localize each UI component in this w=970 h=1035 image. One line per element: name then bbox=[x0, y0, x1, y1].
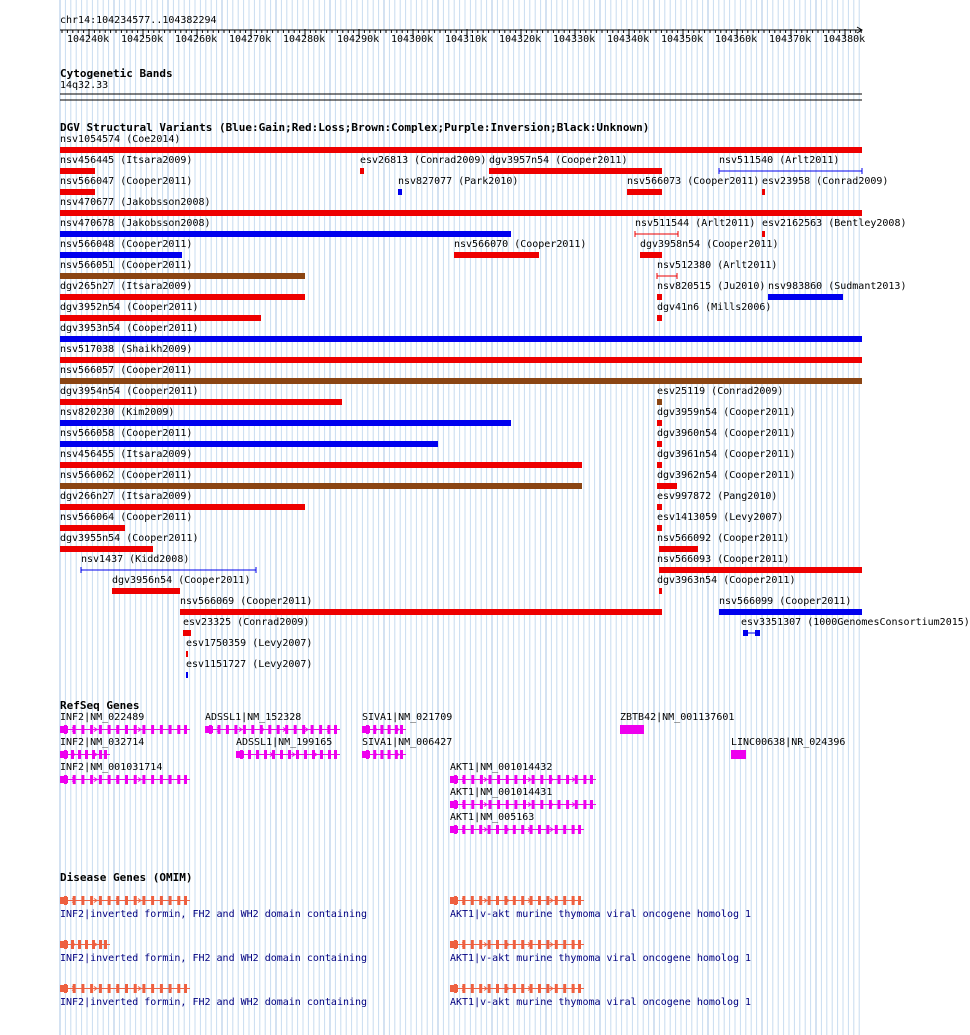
variant-label: nsv820230 (Kim2009) bbox=[60, 407, 175, 418]
variant-bar bbox=[60, 315, 261, 321]
gene-model bbox=[205, 725, 340, 734]
variant-bar bbox=[60, 399, 342, 405]
variant-label: nsv511540 (Arlt2011) bbox=[719, 155, 840, 166]
variant-label: nsv566057 (Cooper2011) bbox=[60, 365, 193, 376]
variant-bar bbox=[183, 630, 191, 636]
variant-label: dgv41n6 (Mills2006) bbox=[657, 302, 772, 313]
ruler-tick-label: 104280k bbox=[283, 34, 326, 45]
variant-label: nsv512380 (Arlt2011) bbox=[657, 260, 778, 271]
variant-bar bbox=[60, 273, 305, 279]
dgv-title: DGV Structural Variants (Blue:Gain;Red:Loss;Brown:Complex;Purple:Inversion;Black:Unknown) bbox=[60, 121, 650, 134]
cytoband-label: 14q32.33 bbox=[60, 80, 109, 91]
gene-model bbox=[60, 750, 110, 759]
variant-label: nsv566069 (Cooper2011) bbox=[180, 596, 313, 607]
variant-bar bbox=[657, 315, 662, 321]
variant-bar bbox=[640, 252, 662, 258]
variant-bar bbox=[719, 609, 862, 615]
ruler-tick-label: 104260k bbox=[175, 34, 218, 45]
gene-model bbox=[450, 775, 596, 784]
variant-bar bbox=[659, 588, 662, 594]
ruler-tick-label: 104240k bbox=[67, 34, 110, 45]
disease-gene-label: AKT1|v-akt murine thymoma viral oncogene homolog 1 bbox=[450, 997, 752, 1008]
ruler-tick-label: 104360k bbox=[715, 34, 758, 45]
variant-label: nsv470678 (Jakobsson2008) bbox=[60, 218, 211, 229]
ruler-tick-label: 104330k bbox=[553, 34, 596, 45]
variant-bar bbox=[60, 210, 862, 216]
variant-bar bbox=[60, 357, 862, 363]
variant-label: nsv566064 (Cooper2011) bbox=[60, 512, 193, 523]
location-label: chr14:104234577..104382294 bbox=[60, 15, 217, 26]
variant-label: esv3351307 (1000GenomesConsortium2015) bbox=[741, 617, 970, 628]
variant-label: dgv3953n54 (Cooper2011) bbox=[60, 323, 199, 334]
variant-label: esv25119 (Conrad2009) bbox=[657, 386, 784, 397]
gene-model bbox=[620, 725, 644, 734]
variant-label: nsv983860 (Sudmant2013) bbox=[768, 281, 907, 292]
disease-gene-label: AKT1|v-akt murine thymoma viral oncogene homolog 1 bbox=[450, 953, 752, 964]
variant-label: esv1413059 (Levy2007) bbox=[657, 512, 784, 523]
gene-model bbox=[60, 775, 190, 784]
variant-bar bbox=[60, 189, 95, 195]
variant-bar bbox=[454, 252, 539, 258]
variant-bar bbox=[60, 462, 582, 468]
variant-bar bbox=[60, 147, 862, 153]
variant-label: nsv566058 (Cooper2011) bbox=[60, 428, 193, 439]
variant-label: nsv827077 (Park2010) bbox=[398, 176, 519, 187]
variant-label: esv997872 (Pang2010) bbox=[657, 491, 778, 502]
variant-label: dgv3959n54 (Cooper2011) bbox=[657, 407, 796, 418]
variant-bar bbox=[60, 378, 862, 384]
variant-label: nsv511544 (Arlt2011) bbox=[635, 218, 756, 229]
ruler-tick-label: 104350k bbox=[661, 34, 704, 45]
variant-label: dgv3963n54 (Cooper2011) bbox=[657, 575, 796, 586]
ruler-tick-label: 104270k bbox=[229, 34, 272, 45]
variant-bar bbox=[659, 546, 698, 552]
variant-bar bbox=[186, 651, 188, 657]
variant-label: dgv3954n54 (Cooper2011) bbox=[60, 386, 199, 397]
variant-bar bbox=[112, 588, 180, 594]
variant-block bbox=[743, 630, 748, 636]
disease-gene-label: INF2|inverted formin, FH2 and WH2 domain containing bbox=[60, 953, 368, 964]
cytoband-title: Cytogenetic Bands bbox=[60, 67, 173, 80]
variant-label: nsv566070 (Cooper2011) bbox=[454, 239, 587, 250]
variant-bar bbox=[60, 168, 95, 174]
disease-gene-label: INF2|inverted formin, FH2 and WH2 domain containing bbox=[60, 909, 368, 920]
variant-label: nsv566048 (Cooper2011) bbox=[60, 239, 193, 250]
variant-label: nsv566099 (Cooper2011) bbox=[719, 596, 852, 607]
disease-gene-model bbox=[60, 896, 190, 905]
variant-bar bbox=[60, 483, 582, 489]
variant-bar bbox=[768, 294, 843, 300]
variant-label: dgv3955n54 (Cooper2011) bbox=[60, 533, 199, 544]
variant-bar bbox=[60, 252, 182, 258]
variant-bar bbox=[657, 504, 662, 510]
variant-bar bbox=[657, 441, 662, 447]
variant-bar bbox=[657, 483, 677, 489]
ruler-tick-label: 104250k bbox=[121, 34, 164, 45]
variant-bar bbox=[180, 609, 662, 615]
variant-label: nsv470677 (Jakobsson2008) bbox=[60, 197, 211, 208]
variant-bar bbox=[657, 420, 662, 426]
variant-bar bbox=[60, 294, 305, 300]
variant-label: esv1750359 (Levy2007) bbox=[186, 638, 313, 649]
variant-bar bbox=[60, 504, 305, 510]
variant-bar bbox=[627, 189, 662, 195]
variant-bar bbox=[186, 672, 188, 678]
variant-label: nsv517038 (Shaikh2009) bbox=[60, 344, 193, 355]
variant-label: esv2162563 (Bentley2008) bbox=[762, 218, 907, 229]
gene-model bbox=[450, 800, 596, 809]
variant-label: nsv566092 (Cooper2011) bbox=[657, 533, 790, 544]
variant-bar bbox=[489, 168, 662, 174]
variant-bar bbox=[60, 441, 438, 447]
variant-label: esv26813 (Conrad2009) bbox=[360, 155, 487, 166]
variant-bar bbox=[659, 567, 862, 573]
variant-label: esv23958 (Conrad2009) bbox=[762, 176, 889, 187]
gene-label: SIVA1|NM_006427 bbox=[362, 737, 453, 748]
gene-label: ZBTB42|NM_001137601 bbox=[620, 712, 735, 723]
variant-label: nsv566062 (Cooper2011) bbox=[60, 470, 193, 481]
disease-gene-label: AKT1|v-akt murine thymoma viral oncogene homolog 1 bbox=[450, 909, 752, 920]
variant-label: nsv456445 (Itsara2009) bbox=[60, 155, 193, 166]
variant-bar bbox=[60, 231, 511, 237]
disease-gene-model bbox=[60, 940, 110, 949]
gene-label: LINC00638|NR_024396 bbox=[731, 737, 846, 748]
gene-label: AKT1|NM_001014431 bbox=[450, 787, 553, 798]
variant-bar bbox=[398, 189, 402, 195]
disease-gene-model bbox=[60, 984, 190, 993]
gene-label: INF2|NM_022489 bbox=[60, 712, 145, 723]
variant-block bbox=[755, 630, 760, 636]
variant-label: dgv3961n54 (Cooper2011) bbox=[657, 449, 796, 460]
variant-bar bbox=[657, 294, 662, 300]
ruler-tick-label: 104380k bbox=[823, 34, 866, 45]
variant-label: nsv1054574 (Coe2014) bbox=[60, 134, 181, 145]
variant-label: nsv566073 (Cooper2011) bbox=[627, 176, 760, 187]
variant-label: nsv566051 (Cooper2011) bbox=[60, 260, 193, 271]
variant-label: esv1151727 (Levy2007) bbox=[186, 659, 313, 670]
gene-model bbox=[731, 750, 746, 759]
variant-label: dgv3957n54 (Cooper2011) bbox=[489, 155, 628, 166]
refseq-title: RefSeq Genes bbox=[60, 699, 140, 712]
disease-gene-label: INF2|inverted formin, FH2 and WH2 domain containing bbox=[60, 997, 368, 1008]
variant-label: nsv566093 (Cooper2011) bbox=[657, 554, 790, 565]
gene-label: AKT1|NM_001014432 bbox=[450, 762, 553, 773]
ruler-tick-label: 104310k bbox=[445, 34, 488, 45]
variant-label: dgv3956n54 (Cooper2011) bbox=[112, 575, 251, 586]
ruler-tick-label: 104320k bbox=[499, 34, 542, 45]
gene-label: INF2|NM_001031714 bbox=[60, 762, 163, 773]
variant-label: nsv1437 (Kidd2008) bbox=[81, 554, 190, 565]
variant-label: esv23325 (Conrad2009) bbox=[183, 617, 310, 628]
ruler-tick-label: 104300k bbox=[391, 34, 434, 45]
variant-bar bbox=[657, 525, 662, 531]
gene-label: INF2|NM_032714 bbox=[60, 737, 145, 748]
ruler-tick-label: 104340k bbox=[607, 34, 650, 45]
variant-label: dgv266n27 (Itsara2009) bbox=[60, 491, 193, 502]
variant-label: nsv456455 (Itsara2009) bbox=[60, 449, 193, 460]
variant-label: nsv566047 (Cooper2011) bbox=[60, 176, 193, 187]
variant-bar bbox=[60, 546, 153, 552]
variant-label: dgv3962n54 (Cooper2011) bbox=[657, 470, 796, 481]
gene-label: ADSSL1|NM_152328 bbox=[205, 712, 302, 723]
variant-label: nsv820515 (Ju2010) bbox=[657, 281, 766, 292]
variant-bar bbox=[762, 231, 765, 237]
ruler-tick-label: 104290k bbox=[337, 34, 380, 45]
gene-label: SIVA1|NM_021709 bbox=[362, 712, 453, 723]
variant-bar bbox=[360, 168, 364, 174]
variant-label: dgv3958n54 (Cooper2011) bbox=[640, 239, 779, 250]
gene-model bbox=[60, 725, 190, 734]
gene-label: AKT1|NM_005163 bbox=[450, 812, 535, 823]
variant-bar bbox=[60, 525, 125, 531]
variant-bar bbox=[657, 462, 662, 468]
omim-title: Disease Genes (OMIM) bbox=[60, 871, 193, 884]
variant-bar bbox=[657, 399, 662, 405]
variant-label: dgv265n27 (Itsara2009) bbox=[60, 281, 193, 292]
variant-bar bbox=[60, 420, 511, 426]
variant-bar bbox=[762, 189, 765, 195]
variant-bar bbox=[60, 336, 862, 342]
variant-label: dgv3960n54 (Cooper2011) bbox=[657, 428, 796, 439]
ruler-tick-label: 104370k bbox=[769, 34, 812, 45]
gene-label: ADSSL1|NM_199165 bbox=[236, 737, 333, 748]
variant-label: dgv3952n54 (Cooper2011) bbox=[60, 302, 199, 313]
